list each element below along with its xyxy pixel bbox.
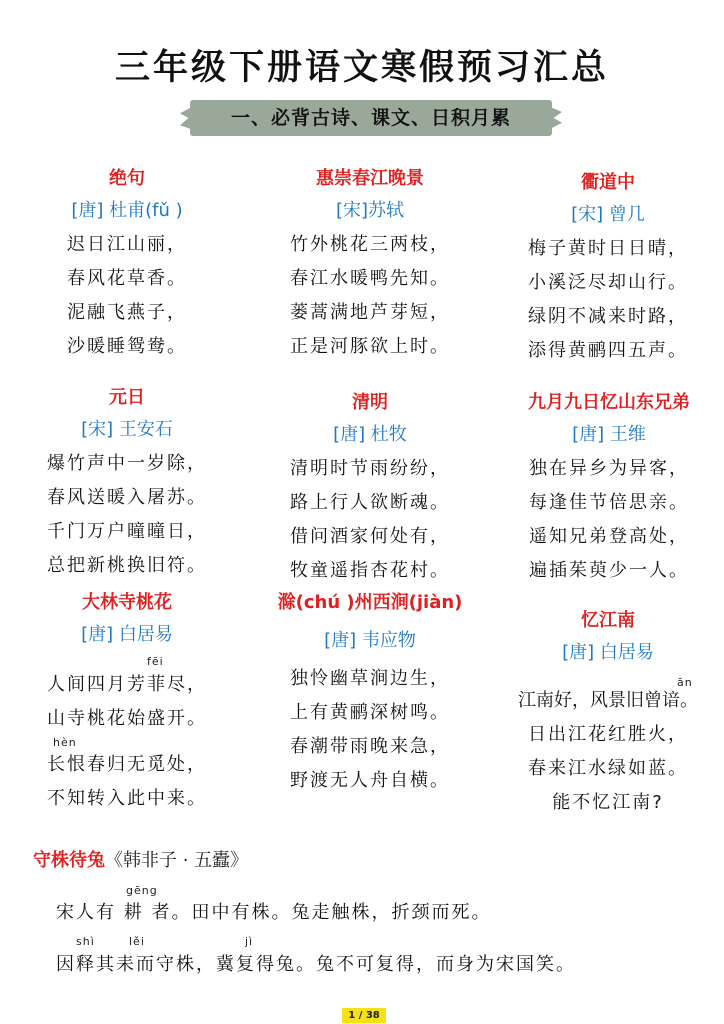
poem-line: 春来江水绿如蓝。 [528, 758, 688, 779]
poem-line: 绿阴不减来时路， [528, 306, 688, 327]
poem-card [255, 588, 485, 798]
poem-title: 滁(chú )州西涧(jiàn) [277, 592, 463, 613]
poem-title: 清明 [352, 392, 388, 413]
poem-line: 小溪泛尽却山行。 [528, 272, 688, 293]
poem-line: 春潮带雨晚来急， [290, 736, 450, 757]
poem-card [12, 164, 242, 364]
poem-line: 牧童遥指杏花村。 [290, 560, 450, 581]
poem-line: 借问酒家何处有， [290, 526, 450, 547]
pinyin-annotation: jì [245, 935, 254, 948]
poem-author: [宋] 曾几 [571, 204, 645, 225]
poem-title: 元日 [109, 387, 145, 408]
poem-title: 衢道中 [581, 172, 635, 193]
poem-line: 上有黄鹂深树鸣。 [290, 702, 450, 723]
poem-line: 不知转入此中来。 [47, 788, 207, 809]
poem-card [493, 606, 723, 820]
poem-author: [唐] 白居易 [562, 642, 654, 663]
poem-line: 遍插茱萸少一人。 [529, 560, 689, 581]
poem-author: [唐] 杜牧 [333, 424, 407, 445]
poem-line: 野渡无人舟自横。 [290, 770, 450, 791]
poem-line: 长恨春归无觅处， [47, 754, 207, 775]
story-line: 宋人有 耕 者。田中有株。兔走触株，折颈而死。 [56, 902, 492, 923]
poem-line: 每逢佳节倍思亲。 [529, 492, 689, 513]
section-banner: 一、必背古诗、课文、日积月累 [190, 100, 552, 136]
poem-line: 路上行人欲断魂。 [290, 492, 450, 513]
page-indicator: 1 / 38 [342, 1008, 386, 1023]
poem-author: [宋]苏轼 [335, 200, 405, 221]
story-heading [33, 846, 248, 872]
poem-line: 正是河豚欲上时。 [290, 336, 450, 357]
poem-line: 能不忆江南? [552, 792, 664, 813]
poem-card [12, 588, 242, 816]
poem-line: 添得黄鹂四五声。 [528, 340, 688, 361]
poem-line: 迟日江山丽， [67, 234, 187, 255]
story-line: 因释其耒而守株，冀复得兔。兔不可复得，而身为宋国笑。 [56, 954, 576, 975]
pinyin-annotation: hèn [53, 736, 77, 749]
poem-line: 人间四月芳菲尽， [47, 674, 207, 695]
poem-line: 千门万户曈曈日， [47, 521, 207, 542]
poem-line: 春风花草香。 [67, 268, 187, 289]
poem-card [12, 383, 242, 583]
poem-line: 沙暖睡鸳鸯。 [67, 336, 187, 357]
poem-title: 九月九日忆山东兄弟 [528, 392, 690, 413]
pinyin-annotation: lěi [129, 935, 145, 948]
poem-author: [唐] 白居易 [81, 624, 173, 645]
poem-line: 江南好，风景旧曾谙。 [518, 690, 698, 711]
poem-line: 清明时节雨纷纷， [290, 458, 450, 479]
poem-line: 独怜幽草涧边生， [290, 668, 450, 689]
story-title: 守株待兔 [33, 850, 105, 871]
page-title: 三年级下册语文寒假预习汇总 [114, 48, 609, 88]
poem-card [497, 388, 721, 588]
pinyin-annotation: ān [677, 676, 693, 689]
pinyin-annotation: fēi [147, 655, 164, 668]
poem-author: [宋] 王安石 [81, 419, 173, 440]
poem-title: 忆江南 [581, 610, 635, 631]
poem-author: [唐] 杜甫(fǔ ) [71, 200, 183, 221]
poem-line: 山寺桃花始盛开。 [47, 708, 207, 729]
poem-line: 竹外桃花三两枝， [290, 234, 450, 255]
poem-line: 梅子黄时日日晴， [528, 238, 688, 259]
poem-line: 遥知兄弟登高处， [529, 526, 689, 547]
poem-card [255, 164, 485, 364]
poem-title: 惠崇春江晚景 [316, 168, 424, 189]
poem-title: 绝句 [109, 168, 145, 189]
poem-card [493, 168, 723, 368]
poem-line: 日出江花红胜火， [528, 724, 688, 745]
poem-line: 春江水暖鸭先知。 [290, 268, 450, 289]
pinyin-annotation: shì [76, 935, 95, 948]
poem-line: 独在异乡为异客， [529, 458, 689, 479]
story-source: 《韩非子 · 五蠹》 [105, 850, 249, 871]
poem-card [255, 388, 485, 588]
poem-line: 春风送暖入屠苏。 [47, 487, 207, 508]
pinyin-annotation: gēng [126, 884, 158, 897]
poem-line: 蒌蒿满地芦芽短， [290, 302, 450, 323]
poem-title: 大林寺桃花 [82, 592, 172, 613]
poem-line: 爆竹声中一岁除， [47, 453, 207, 474]
poem-author: [唐] 韦应物 [324, 630, 416, 651]
poem-line: 泥融飞燕子， [67, 302, 187, 323]
poem-author: [唐] 王维 [572, 424, 646, 445]
poem-line: 总把新桃换旧符。 [47, 555, 207, 576]
